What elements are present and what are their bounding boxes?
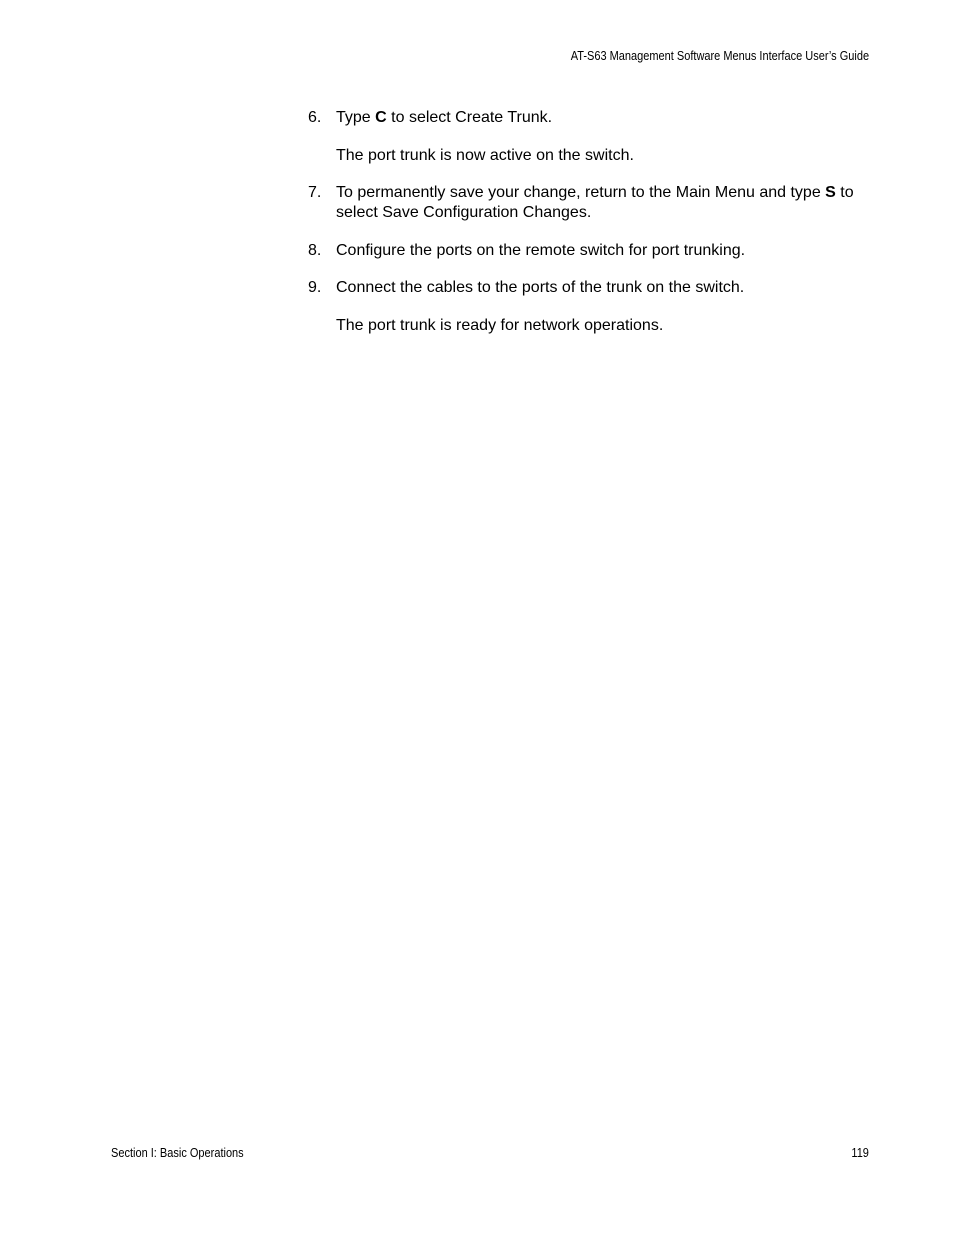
step-number: 9. — [308, 279, 322, 296]
step-6-note: The port trunk is now active on the switch. — [336, 146, 634, 164]
step-number: 8. — [308, 241, 322, 259]
page-number: 119 — [851, 1146, 869, 1160]
step-8 — [308, 241, 878, 261]
procedure-steps — [308, 108, 878, 353]
step-9 — [308, 278, 878, 298]
step-7 — [308, 183, 878, 223]
step-text — [336, 184, 854, 221]
step-text: Configure the ports on the remote switch for port trunking. — [336, 241, 746, 259]
step-text — [336, 109, 552, 126]
running-header: AT-S63 Management Software Menus Interface User’s Guide — [570, 49, 869, 63]
step-number: 6. — [308, 109, 322, 126]
step-6 — [308, 108, 878, 128]
step-text-pre: Type — [336, 109, 376, 126]
step-text: Connect the cables to the ports of the trunk on the switch. — [336, 279, 745, 296]
step-text-post: to select Save Configuration Changes. — [336, 184, 854, 221]
step-number: 7. — [308, 184, 322, 201]
key-command: S — [825, 184, 836, 201]
key-command: C — [375, 109, 387, 126]
step-text-pre: To permanently save your change, return to the Main Menu and type — [336, 184, 826, 201]
step-9-note: The port trunk is ready for network operations. — [336, 316, 664, 334]
footer-section: Section I: Basic Operations — [111, 1146, 244, 1160]
step-text-post: to select Create Trunk. — [386, 109, 553, 126]
